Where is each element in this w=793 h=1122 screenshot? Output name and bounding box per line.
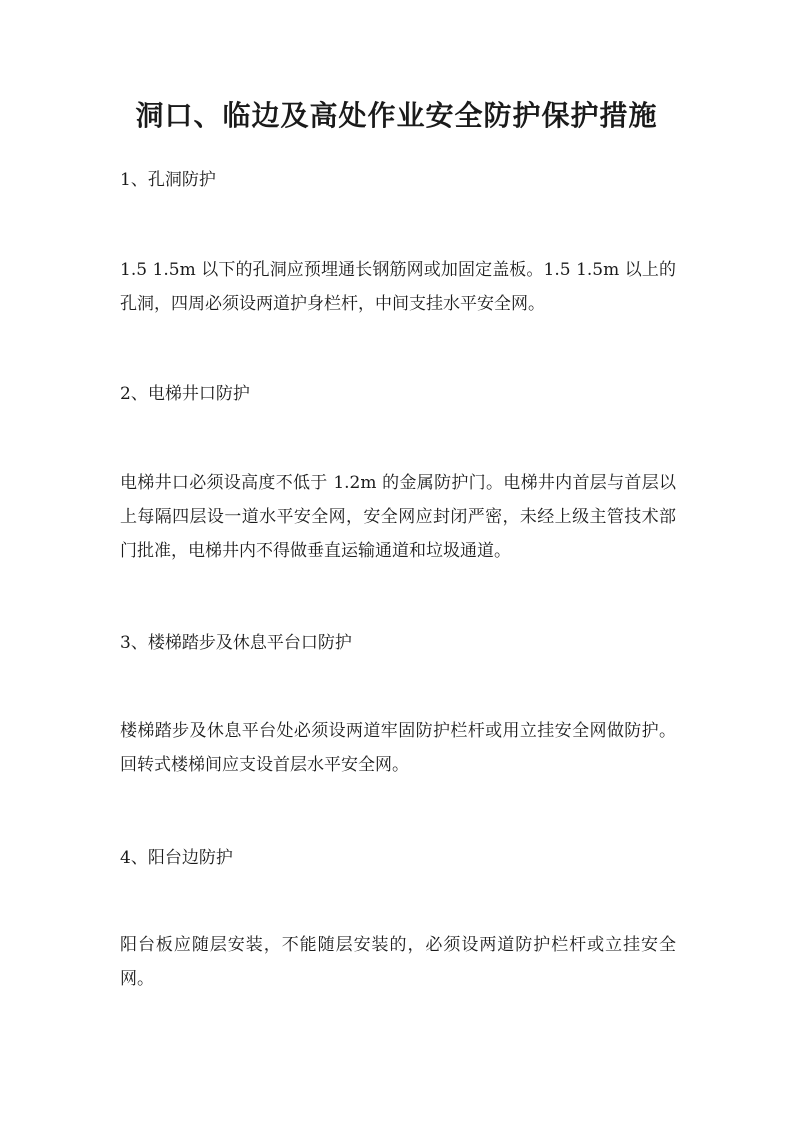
section-body-elevator-shaft: 电梯井口必须设高度不低于 1.2m 的金属防护门。电梯井内首层与首层以上每隔四层设一道水平安全网，安全网应封闭严密，未经上级主管技术部门批准，电梯井内不得做垂直运输通道和垃圾通道。 — [120, 473, 676, 561]
section-heading-balcony-edge: 4、阳台边防护 — [120, 848, 233, 868]
document-title: 洞口、临边及高处作业安全防护保护措施 — [135, 99, 658, 132]
section-heading-elevator-shaft: 2、电梯井口防护 — [120, 384, 250, 404]
section-heading-hole-protection: 1、孔洞防护 — [120, 170, 216, 190]
section-heading-stair-platform: 3、楼梯踏步及休息平台口防护 — [120, 633, 352, 653]
section-body-hole-protection: 1.5 1.5m 以下的孔洞应预埋通长钢筋网或加固定盖板。1.5 1.5m 以上的孔洞，四周必须设两道护身栏杆，中间支挂水平安全网。 — [120, 260, 676, 314]
section-body-balcony-edge: 阳台板应随层安装，不能随层安装的，必须设两道防护栏杆或立挂安全网。 — [120, 935, 676, 989]
section-body-stair-platform: 楼梯踏步及休息平台处必须设两道牢固防护栏杆或用立挂安全网做防护。回转式楼梯间应支设首层水平安全网。 — [120, 721, 676, 775]
